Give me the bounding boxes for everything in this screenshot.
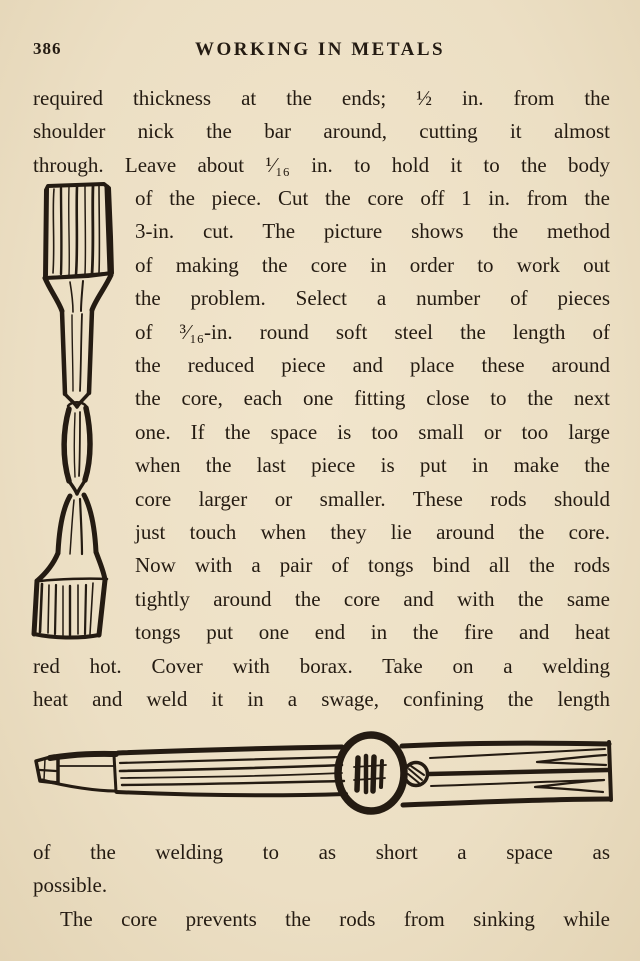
text-line: red hot. Cover with borax. Take on a welding: [33, 654, 610, 678]
rods-tongs-drawing: [36, 735, 611, 811]
text-line: of the welding to as short a space as: [33, 840, 610, 864]
text-line: of ³⁄₁₆-in. round soft steel the length of: [135, 319, 610, 344]
text-line: through. Leave about ¹⁄₁₆ in. to hold it to the body: [33, 152, 610, 177]
text-line: 3-in. cut. The picture shows the method: [135, 219, 610, 244]
text-line: just touch when they lie around the core.: [135, 519, 610, 544]
text-line: Now with a pair of tongs bind all the rods: [135, 553, 610, 578]
text-line: The core prevents the rods from sinking while: [60, 906, 610, 931]
page-title: WORKING IN METALS: [194, 39, 446, 60]
text-line: of making the core in order to work out: [135, 252, 610, 277]
text-line: one. If the space is too small or too large: [135, 419, 610, 444]
paragraph-bottom: [33, 836, 610, 936]
core-bar-figure-illustration: [28, 182, 124, 642]
text-line: heat and weld it in a swage, confining the length: [33, 687, 610, 712]
core-bar-drawing: [34, 184, 112, 638]
text-line: tightly around the core and with the same: [135, 586, 610, 611]
text-line: when the last piece is put in make the: [135, 453, 610, 478]
text-line: core larger or smaller. These rods should: [135, 486, 610, 511]
paragraph-beside-figure: [135, 182, 610, 649]
text-line: tongs put one end in the fire and heat: [135, 620, 610, 645]
paragraph-middle: [33, 650, 610, 717]
text-line: possible.: [33, 873, 108, 898]
text-line: shoulder nick the bar around, cutting it almost: [33, 119, 610, 144]
page-number: 386: [33, 39, 62, 58]
text-line: of the piece. Cut the core off 1 in. from the: [135, 186, 610, 210]
text-line: required thickness at the ends; ½ in. from the: [33, 86, 610, 110]
text-line: the core, each one fitting close to the next: [135, 386, 610, 411]
paragraph-top: [33, 82, 610, 182]
text-line: the reduced piece and place these around: [135, 352, 610, 377]
text-line: the problem. Select a number of pieces: [135, 286, 610, 311]
rods-tongs-figure-illustration: [28, 714, 638, 826]
